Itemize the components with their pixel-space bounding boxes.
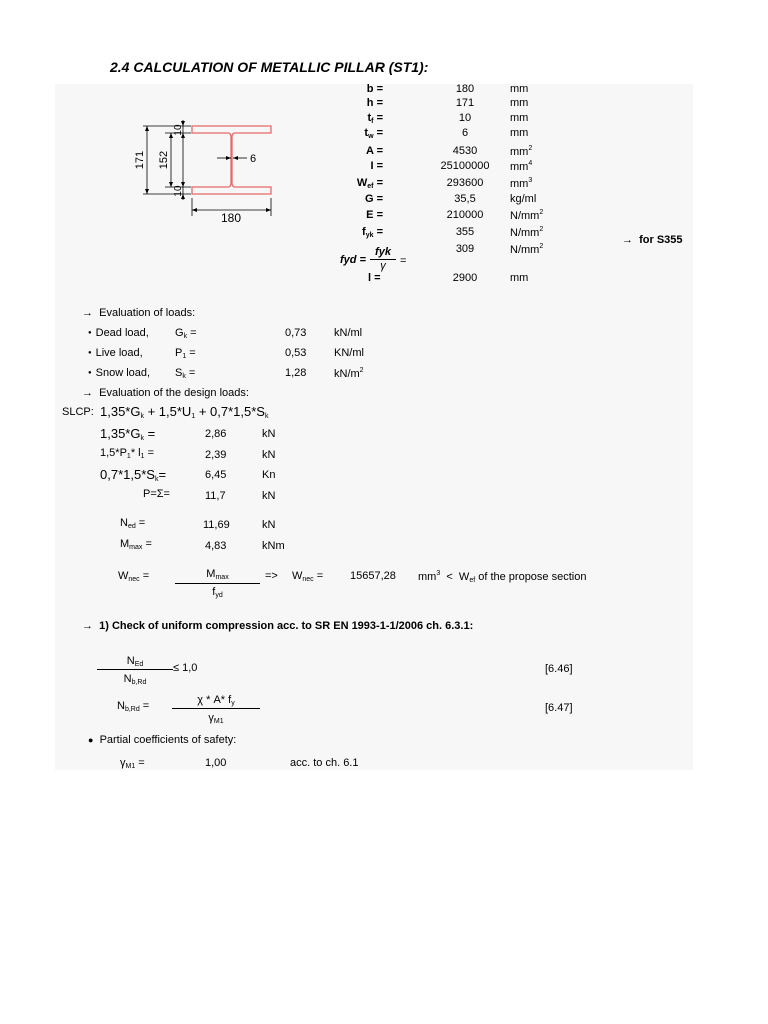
mmax-value: 4,83	[205, 540, 227, 552]
eq646-ref: [6.46]	[545, 663, 573, 675]
eval-design-heading: → Evaluation of the design loads:	[82, 387, 249, 399]
check-heading: → 1) Check of uniform compression acc. to SR EN 1993-1-1/2006 ch. 6.3.1:	[82, 620, 474, 632]
fyd-unit: $N/mm^2$	[510, 243, 544, 256]
ned-value: 11,69	[203, 519, 230, 531]
fyd-denominator: γ	[380, 260, 386, 272]
wnec-comparison: $mm^3 < W_{ef}$ of the propose section	[418, 570, 587, 584]
eq646-numerator: $N_{Ed}$	[126, 655, 144, 668]
prop-unit: $mm^3$	[510, 177, 533, 190]
load-value: 0,73	[285, 327, 307, 339]
load-value: 0,53	[285, 347, 307, 359]
arrow-right-icon: →	[82, 387, 93, 399]
load-symbol: $P_1$ =	[175, 347, 196, 360]
prop-label: G =	[364, 193, 383, 205]
arrow-right-icon: →	[82, 620, 93, 632]
eval-loads-heading: → Evaluation of loads:	[82, 307, 196, 319]
load-unit: $kN/m^2$	[334, 367, 364, 380]
mmax-unit: kNm	[262, 540, 285, 552]
prop-unit: $mm^2$	[510, 145, 533, 158]
partial-heading: ● Partial coefficients of safety:	[88, 734, 237, 746]
wnec-label: $W_{nec}$ =	[118, 570, 150, 583]
eq647-fraction-bar	[172, 708, 260, 709]
prop-label: b =	[366, 83, 383, 95]
arrow-right-icon: →	[622, 234, 633, 246]
gamma-label: $\gamma_{M1}$ =	[120, 757, 145, 770]
length-value: 2900	[452, 272, 478, 284]
fyd-value: 309	[455, 243, 475, 255]
wnec-value: 15657,28	[350, 570, 396, 582]
dim-180: 180	[220, 211, 242, 225]
fyd-lhs: fyd =	[340, 254, 366, 266]
design-label: $1,35*G_k$ =	[100, 426, 156, 442]
length-label: l =	[368, 272, 381, 284]
design-value: 6,45	[205, 469, 227, 481]
load-row: ● Snow load,	[88, 367, 151, 379]
eq646-fraction-bar	[97, 669, 173, 670]
dim-10-top: 10	[173, 124, 184, 136]
prop-value: 25100000	[440, 160, 490, 172]
load-row: ● Dead load,	[88, 327, 149, 339]
prop-label: E =	[366, 209, 383, 221]
load-row: ● Live load,	[88, 347, 143, 359]
design-value: 11,7	[205, 490, 226, 502]
design-value: 2,39	[205, 449, 227, 461]
slcp-formula: $1,35*G_k + 1,5*U_1 + 0,7*1,5*S_k$	[100, 404, 269, 420]
fyd-equals: =	[400, 255, 407, 267]
eq647-denominator: $\gamma_{M1}$	[208, 712, 224, 725]
arrow-right-icon: →	[82, 307, 93, 319]
prop-unit: $N/mm^2$	[510, 226, 544, 239]
gamma-note: acc. to ch. 6.1	[290, 757, 359, 769]
bullet-icon: ●	[88, 350, 92, 357]
ned-unit: kN	[262, 519, 276, 531]
page-title: 2.4 CALCULATION OF METALLIC PILLAR (ST1):	[110, 59, 429, 75]
s355-note: → for S355	[622, 234, 683, 246]
prop-value: 210000	[446, 209, 484, 221]
prop-value: 180	[455, 83, 475, 95]
wnec-arrow: =>	[265, 570, 278, 582]
slcp-label: SLCP:	[62, 406, 94, 418]
prop-label: h =	[366, 97, 383, 109]
load-symbol: $S_k$ =	[175, 367, 196, 380]
i-beam-outline	[192, 126, 271, 194]
prop-value: 293600	[446, 177, 484, 189]
length-unit: mm	[510, 272, 529, 284]
prop-unit: mm	[510, 83, 529, 95]
prop-value: 4530	[452, 145, 478, 157]
design-label: P=Σ=	[143, 488, 170, 500]
prop-label: A =	[365, 145, 383, 157]
bullet-icon: ●	[88, 370, 92, 377]
prop-value: 10	[458, 112, 472, 124]
prop-value: 171	[455, 97, 475, 109]
prop-unit: mm	[510, 97, 529, 109]
design-unit: Kn	[262, 469, 276, 481]
load-unit: kN/ml	[334, 327, 363, 339]
wnec-numerator: $M_{max}$	[206, 568, 229, 581]
i-section-drawing	[125, 110, 300, 225]
design-unit: kN	[262, 428, 276, 440]
prop-label: $W_{ef}$ =	[356, 177, 383, 190]
prop-label: I =	[370, 160, 383, 172]
bullet-icon: ●	[88, 330, 92, 337]
prop-value: 35,5	[454, 193, 476, 205]
dim-10-bottom: 10	[173, 185, 184, 197]
wnec-fraction-bar	[175, 583, 260, 584]
prop-unit: $N/mm^2$	[510, 209, 544, 222]
load-unit: KN/ml	[334, 347, 364, 359]
bullet-icon: ●	[88, 735, 94, 745]
wnec-rhs-label: $W_{nec}$ =	[292, 570, 324, 583]
dim-171: 171	[134, 150, 146, 170]
eq647-numerator: χ * A* $f_y$	[197, 694, 235, 707]
load-value: 1,28	[285, 367, 307, 379]
eq646-denominator: $N_{b,Rd}$	[123, 673, 147, 686]
prop-label: $f_{yk}$ =	[362, 226, 383, 239]
design-unit: kN	[262, 490, 276, 502]
design-value: 2,86	[205, 428, 227, 440]
prop-unit: mm	[510, 112, 529, 124]
wnec-denominator: $f_{yd}$	[212, 586, 223, 599]
design-label: $0,7*1,5*S_k=$	[100, 467, 167, 483]
gamma-value: 1,00	[205, 757, 227, 769]
eq646-rhs: ≤ 1,0	[173, 662, 198, 674]
prop-value: 355	[455, 226, 475, 238]
dim-152: 152	[158, 150, 170, 170]
prop-value: 6	[461, 127, 469, 139]
load-symbol: $G_k$ =	[175, 327, 197, 340]
design-unit: kN	[262, 449, 276, 461]
prop-label: $t_w$ =	[364, 127, 383, 140]
eq647-ref: [6.47]	[545, 702, 573, 714]
prop-unit: $mm^4$	[510, 160, 533, 173]
ned-label: $N_{ed}$ =	[120, 517, 146, 530]
prop-unit: kg/ml	[510, 193, 537, 205]
eq647-lhs: $N_{b,Rd}$ =	[117, 700, 150, 713]
design-label: $1,5*P_1*$ $l_1$ =	[100, 447, 154, 460]
mmax-label: $M_{max}$ =	[120, 538, 152, 551]
fyd-numerator: fyk	[375, 246, 391, 258]
dim-6: 6	[250, 153, 257, 165]
prop-unit: mm	[510, 127, 529, 139]
prop-label: $t_f$ =	[367, 112, 383, 125]
